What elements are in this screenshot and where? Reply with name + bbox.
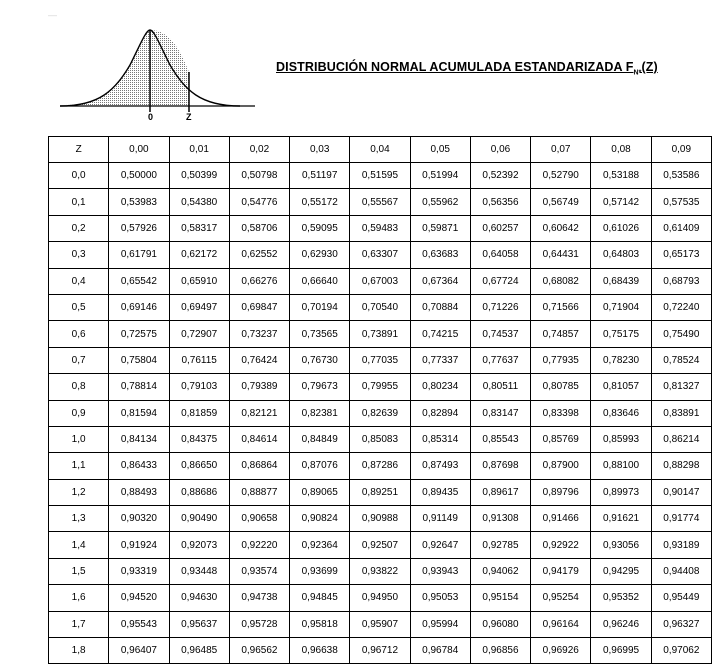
label-z: Z [186,112,192,122]
table-cell: 0,87698 [470,453,530,479]
table-cell: 0,83398 [531,400,591,426]
table-cell: 0,64803 [591,242,651,268]
table-cell: 0,80511 [470,374,530,400]
table-cell: 0,92364 [290,532,350,558]
table-cell: 0,85314 [410,426,470,452]
table-cell: 0,73565 [290,321,350,347]
row-z-value: 1,5 [49,558,109,584]
table-row [49,163,712,189]
table-cell: 0,94845 [290,585,350,611]
table-cell: 0,60642 [531,215,591,241]
table-cell: 0,95053 [410,585,470,611]
table-cell: 0,62930 [290,242,350,268]
table-cell: 0,96080 [470,611,530,637]
table-row [49,479,712,505]
table-cell: 0,81594 [109,400,169,426]
table-cell: 0,57535 [651,189,711,215]
table-cell: 0,55567 [350,189,410,215]
table-cell: 0,94630 [169,585,229,611]
corner-mark: — [48,10,57,20]
table-cell: 0,93448 [169,558,229,584]
table-cell: 0,96164 [531,611,591,637]
table-cell: 0,95818 [290,611,350,637]
row-z-value: 0,4 [49,268,109,294]
table-cell: 0,66640 [290,268,350,294]
table-cell: 0,94295 [591,558,651,584]
table-cell: 0,63307 [350,242,410,268]
table-cell: 0,64058 [470,242,530,268]
table-cell: 0,62172 [169,242,229,268]
row-z-value: 0,1 [49,189,109,215]
table-cell: 0,85769 [531,426,591,452]
table-cell: 0,95154 [470,585,530,611]
table-row [49,347,712,373]
table-cell: 0,53983 [109,189,169,215]
table-cell: 0,96562 [229,638,289,664]
table-cell: 0,87286 [350,453,410,479]
header-col: 0,07 [531,137,591,163]
table-cell: 0,95254 [531,585,591,611]
header-col: 0,01 [169,137,229,163]
table-cell: 0,90320 [109,506,169,532]
table-cell: 0,86864 [229,453,289,479]
row-z-value: 0,8 [49,374,109,400]
table-row [49,268,712,294]
table-cell: 0,75490 [651,321,711,347]
table-cell: 0,95543 [109,611,169,637]
table-cell: 0,73237 [229,321,289,347]
table-cell: 0,76115 [169,347,229,373]
table-cell: 0,91621 [591,506,651,532]
table-cell: 0,84134 [109,426,169,452]
title-main: DISTRIBUCIÓN NORMAL ACUMULADA ESTANDARIZADA F [276,60,634,74]
table-cell: 0,51197 [290,163,350,189]
table-cell: 0,78230 [591,347,651,373]
table-cell: 0,52392 [470,163,530,189]
title-subscript: N* [633,69,642,77]
table-cell: 0,92507 [350,532,410,558]
table-cell: 0,56356 [470,189,530,215]
table-cell: 0,64431 [531,242,591,268]
table-cell: 0,78524 [651,347,711,373]
row-z-value: 1,4 [49,532,109,558]
row-z-value: 1,0 [49,426,109,452]
table-cell: 0,72907 [169,321,229,347]
table-cell: 0,96712 [350,638,410,664]
table-cell: 0,57142 [591,189,651,215]
normal-curve-figure [60,20,260,130]
table-cell: 0,65542 [109,268,169,294]
table-cell: 0,77935 [531,347,591,373]
table-cell: 0,82894 [410,400,470,426]
table-cell: 0,71566 [531,294,591,320]
table-cell: 0,87900 [531,453,591,479]
row-z-value: 0,9 [49,400,109,426]
row-z-value: 1,8 [49,638,109,664]
row-z-value: 0,5 [49,294,109,320]
page-title [276,60,658,77]
table-cell: 0,73891 [350,321,410,347]
header-z: Z [49,137,109,163]
row-z-value: 0,0 [49,163,109,189]
table-cell: 0,76730 [290,347,350,373]
table-cell: 0,90658 [229,506,289,532]
row-z-value: 0,2 [49,215,109,241]
table-body [49,163,712,664]
table-cell: 0,94408 [651,558,711,584]
table-cell: 0,85993 [591,426,651,452]
table-cell: 0,92922 [531,532,591,558]
table-row [49,638,712,664]
table-cell: 0,61791 [109,242,169,268]
table-cell: 0,59871 [410,215,470,241]
table-cell: 0,60257 [470,215,530,241]
table-row [49,532,712,558]
table-cell: 0,76424 [229,347,289,373]
table-cell: 0,90147 [651,479,711,505]
header-col: 0,04 [350,137,410,163]
header-col: 0,05 [410,137,470,163]
table-cell: 0,89617 [470,479,530,505]
table-cell: 0,63683 [410,242,470,268]
table-cell: 0,79389 [229,374,289,400]
table-cell: 0,82121 [229,400,289,426]
row-z-value: 0,7 [49,347,109,373]
table-cell: 0,55172 [290,189,350,215]
table-cell: 0,51994 [410,163,470,189]
table-cell: 0,91308 [470,506,530,532]
table-cell: 0,65173 [651,242,711,268]
table-cell: 0,94520 [109,585,169,611]
table-cell: 0,84849 [290,426,350,452]
table-cell: 0,82381 [290,400,350,426]
header-col: 0,02 [229,137,289,163]
row-z-value: 1,2 [49,479,109,505]
table-cell: 0,58317 [169,215,229,241]
table-cell: 0,53586 [651,163,711,189]
table-cell: 0,88298 [651,453,711,479]
table-cell: 0,96485 [169,638,229,664]
table-cell: 0,96407 [109,638,169,664]
table-cell: 0,87493 [410,453,470,479]
table-cell: 0,93574 [229,558,289,584]
table-cell: 0,91924 [109,532,169,558]
header-col: 0,09 [651,137,711,163]
table-cell: 0,55962 [410,189,470,215]
title-suffix: (Z) [641,60,658,74]
table-cell: 0,85083 [350,426,410,452]
table-cell: 0,86650 [169,453,229,479]
table-cell: 0,69497 [169,294,229,320]
table-cell: 0,62552 [229,242,289,268]
row-z-value: 1,6 [49,585,109,611]
table-cell: 0,65910 [169,268,229,294]
table-cell: 0,93699 [290,558,350,584]
table-cell: 0,96995 [591,638,651,664]
table-cell: 0,54776 [229,189,289,215]
table-row [49,215,712,241]
table-row [49,242,712,268]
table-cell: 0,93189 [651,532,711,558]
shaded-area [64,30,189,105]
row-z-value: 1,1 [49,453,109,479]
table-cell: 0,89973 [591,479,651,505]
table-cell: 0,89251 [350,479,410,505]
table-cell: 0,81057 [591,374,651,400]
table-cell: 0,77637 [470,347,530,373]
table-cell: 0,75804 [109,347,169,373]
table-cell: 0,96926 [531,638,591,664]
table-row [49,611,712,637]
table-cell: 0,94062 [470,558,530,584]
table-cell: 0,75175 [591,321,651,347]
table-cell: 0,83891 [651,400,711,426]
table-cell: 0,61026 [591,215,651,241]
table-cell: 0,56749 [531,189,591,215]
table-cell: 0,93822 [350,558,410,584]
table-cell: 0,95994 [410,611,470,637]
table-cell: 0,89796 [531,479,591,505]
table-cell: 0,89065 [290,479,350,505]
table-cell: 0,67364 [410,268,470,294]
table-cell: 0,91466 [531,506,591,532]
table-row [49,585,712,611]
table-cell: 0,88100 [591,453,651,479]
table-cell: 0,95352 [591,585,651,611]
table-cell: 0,92785 [470,532,530,558]
header-col: 0,08 [591,137,651,163]
table-cell: 0,50000 [109,163,169,189]
table-cell: 0,74857 [531,321,591,347]
table-cell: 0,83646 [591,400,651,426]
table-cell: 0,96784 [410,638,470,664]
table-cell: 0,71904 [591,294,651,320]
table-cell: 0,81327 [651,374,711,400]
table-row [49,400,712,426]
table-cell: 0,95637 [169,611,229,637]
table-cell: 0,85543 [470,426,530,452]
table-cell: 0,50399 [169,163,229,189]
table-row [49,453,712,479]
table-cell: 0,59095 [290,215,350,241]
table-cell: 0,87076 [290,453,350,479]
table-cell: 0,86214 [651,426,711,452]
table-cell: 0,70194 [290,294,350,320]
header-col: 0,03 [290,137,350,163]
table-cell: 0,94738 [229,585,289,611]
header-col: 0,06 [470,137,530,163]
row-z-value: 1,7 [49,611,109,637]
table-cell: 0,80785 [531,374,591,400]
table-cell: 0,77035 [350,347,410,373]
table-cell: 0,80234 [410,374,470,400]
table-cell: 0,67003 [350,268,410,294]
table-cell: 0,54380 [169,189,229,215]
table-cell: 0,91774 [651,506,711,532]
label-zero: 0 [148,112,154,122]
table-cell: 0,89435 [410,479,470,505]
table-cell: 0,72240 [651,294,711,320]
table-cell: 0,74537 [470,321,530,347]
table-header-row [49,137,712,163]
table-cell: 0,79673 [290,374,350,400]
table-cell: 0,67724 [470,268,530,294]
table-cell: 0,94179 [531,558,591,584]
cumulative-normal-table [48,136,712,664]
table-cell: 0,95449 [651,585,711,611]
table-row [49,558,712,584]
table-cell: 0,86433 [109,453,169,479]
table-cell: 0,88877 [229,479,289,505]
row-z-value: 0,3 [49,242,109,268]
table-cell: 0,68439 [591,268,651,294]
table-cell: 0,66276 [229,268,289,294]
table-cell: 0,84375 [169,426,229,452]
table-cell: 0,57926 [109,215,169,241]
table-cell: 0,52790 [531,163,591,189]
table-cell: 0,69847 [229,294,289,320]
header-col: 0,00 [109,137,169,163]
table-row [49,374,712,400]
table-cell: 0,92647 [410,532,470,558]
table-cell: 0,97062 [651,638,711,664]
table-cell: 0,70540 [350,294,410,320]
table-cell: 0,71226 [470,294,530,320]
table-cell: 0,93319 [109,558,169,584]
table-cell: 0,77337 [410,347,470,373]
table-row [49,426,712,452]
table-cell: 0,50798 [229,163,289,189]
table-cell: 0,96327 [651,611,711,637]
table-cell: 0,70884 [410,294,470,320]
table-cell: 0,93943 [410,558,470,584]
table-cell: 0,96856 [470,638,530,664]
table-cell: 0,69146 [109,294,169,320]
table-cell: 0,72575 [109,321,169,347]
table-row [49,506,712,532]
table-cell: 0,95728 [229,611,289,637]
table-cell: 0,82639 [350,400,410,426]
table-cell: 0,88686 [169,479,229,505]
table-cell: 0,93056 [591,532,651,558]
table-cell: 0,91149 [410,506,470,532]
table-cell: 0,74215 [410,321,470,347]
table-cell: 0,90988 [350,506,410,532]
table-cell: 0,61409 [651,215,711,241]
table-cell: 0,92073 [169,532,229,558]
table-cell: 0,83147 [470,400,530,426]
row-z-value: 1,3 [49,506,109,532]
table-cell: 0,88493 [109,479,169,505]
table-cell: 0,92220 [229,532,289,558]
table-cell: 0,59483 [350,215,410,241]
table-cell: 0,68793 [651,268,711,294]
table-cell: 0,96638 [290,638,350,664]
table-cell: 0,81859 [169,400,229,426]
table-cell: 0,68082 [531,268,591,294]
table-cell: 0,94950 [350,585,410,611]
table-cell: 0,90824 [290,506,350,532]
table-cell: 0,53188 [591,163,651,189]
table-row [49,189,712,215]
table-row [49,294,712,320]
table-cell: 0,90490 [169,506,229,532]
row-z-value: 0,6 [49,321,109,347]
table-cell: 0,79955 [350,374,410,400]
table-cell: 0,96246 [591,611,651,637]
table-cell: 0,51595 [350,163,410,189]
table-cell: 0,95907 [350,611,410,637]
table-cell: 0,79103 [169,374,229,400]
table-cell: 0,84614 [229,426,289,452]
table-row [49,321,712,347]
table-cell: 0,58706 [229,215,289,241]
table-cell: 0,78814 [109,374,169,400]
